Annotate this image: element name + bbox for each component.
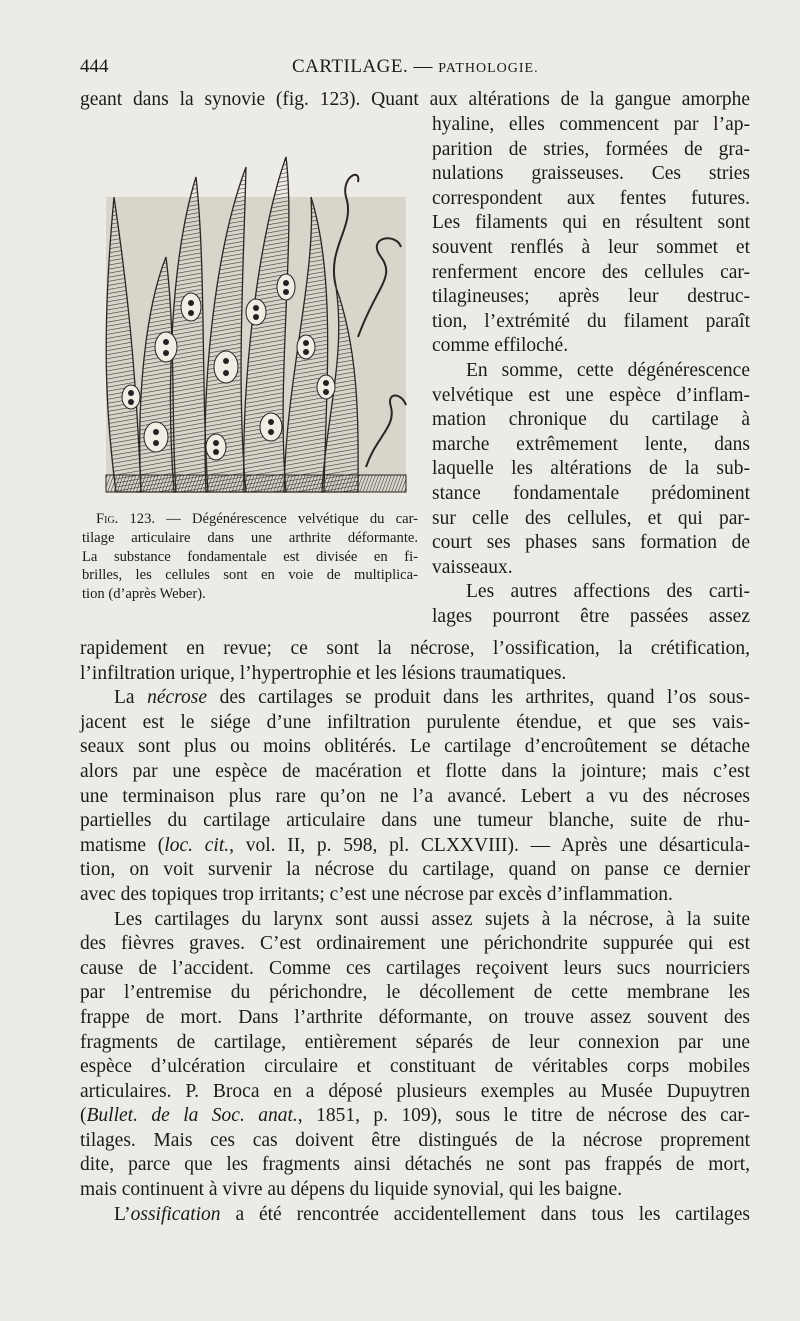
caption-line: La substance fondamentale est divisée en fi- (82, 548, 418, 565)
full-width-text (80, 637, 750, 1227)
text-line: jacent est le siége d’une infiltration purulente étendue, et que ses vais- (80, 711, 750, 733)
running-title-sub: PATHOLOGIE. (438, 61, 539, 76)
text-line: renferment encore des cellules car- (432, 261, 750, 283)
text-line: parition de stries, formées de gra- (432, 138, 750, 160)
text-line: articulaires. P. Broca en a déposé plusieurs exemples au Musée Dupuytren (80, 1080, 750, 1102)
text-run: matisme ( (80, 834, 165, 856)
text-line: laquelle les altérations de la sub- (432, 458, 750, 480)
text-line: tilagineuses; après leur destruc- (432, 286, 750, 308)
text-line: partielles du cartilage articulaire dans une tumeur blanche, suite de rhu- (80, 810, 750, 832)
text-line: velvétique est une espèce d’inflam- (432, 384, 750, 406)
running-title-dash: — (413, 56, 434, 77)
text-run: La (114, 687, 135, 709)
running-header (80, 56, 750, 86)
text-line: Les filaments qui en résultent sont (432, 212, 750, 234)
text-line: alors par une espèce de macération et flotte dans la jointure; mais c’est (80, 760, 750, 782)
text-line: geant dans la synovie (fig. 123). Quant aux altérations de la gangue amorphe (80, 89, 750, 110)
cell-cluster (246, 299, 266, 325)
cell-cluster (144, 422, 168, 452)
text-line: stance fondamentale prédominent (432, 482, 750, 504)
right-column-text (432, 113, 750, 629)
text-line: espèce d’ulcération circulaire et constituant de véritables corps mobiles (80, 1056, 750, 1078)
text-line: lages pourront être passées assez (432, 605, 750, 627)
text-line: sur celle des cellules, et qui par- (432, 507, 750, 529)
caption-line-text: — Dégénérescence velvétique du car- (166, 511, 418, 527)
text-line: tion, l’extrémité du filament paraît (432, 310, 750, 332)
text-line: l’infiltration urique, l’hypertrophie et les lésions traumatiques. (80, 662, 567, 684)
text-run: ( (80, 1105, 87, 1127)
text-line: correspondent aux fentes futures. (432, 187, 750, 209)
text-line: avec des topiques trop irritants; c’est une nécrose par excès d’inflammation. (80, 883, 673, 905)
text-line: nulations graisseuses. Ces stries (432, 163, 750, 185)
text-run: des cartilages se produit dans les arthrites, quand l’os sous- (219, 687, 750, 709)
text-line: Les autres affections des carti- (466, 581, 750, 603)
text-line (80, 1104, 750, 1129)
caption-line: tion (d’après Weber). (82, 586, 206, 603)
text-line: dite, parce que les fragments ainsi détachés ne sont pas frappés de mort, (80, 1154, 750, 1176)
text-line (80, 1203, 750, 1228)
term-necrose: nécrose (147, 687, 208, 709)
first-line-block (80, 88, 750, 113)
cell-cluster (317, 375, 335, 399)
cell-cluster (297, 335, 315, 359)
text-line: mation chronique du cartilage à (432, 409, 750, 431)
text-run: L’ (114, 1203, 131, 1225)
text-line (80, 834, 750, 859)
citation-bullet: Bullet. de la Soc. anat. (86, 1105, 298, 1127)
text-line: souvent renflés à leur sommet et (432, 236, 750, 258)
text-line: hyaline, elles commencent par l’ap- (432, 114, 750, 135)
figure-caption (82, 510, 418, 604)
text-line: mais continuent à vivre au dépens du liquide synovial, qui les baigne. (80, 1179, 623, 1201)
text-line: tilages. Mais ces cas doivent être distingués de la nécrose proprement (80, 1129, 750, 1151)
caption-line: tilage articulaire dans une arthrite déformante. (82, 529, 418, 546)
cell-cluster (122, 385, 140, 409)
text-line: cause de l’accident. Comme ces cartilages reçoivent leurs sucs nourriciers (80, 957, 750, 979)
text-line: fragments de cartilage, entièrement séparés de leur connexion par une (80, 1031, 750, 1053)
figure-123-illustration (96, 137, 414, 499)
text-line: vaisseaux. (432, 556, 513, 578)
text-run: a été rencontrée accidentellement dans tous les cartilages (235, 1203, 750, 1225)
cell-cluster (155, 332, 177, 362)
text-line: court ses phases sans formation de (432, 532, 750, 554)
caption-label: Fig. 123. (96, 511, 156, 527)
cell-cluster (277, 274, 295, 300)
cell-cluster (181, 293, 201, 321)
citation-loc-cit: loc. cit. (164, 834, 230, 856)
text-line: En somme, cette dégénérescence (466, 359, 750, 381)
text-line: des fièvres graves. C’est ordinairement une périchondrite suppurée qui est (80, 933, 750, 955)
running-title (292, 56, 539, 78)
text-line: frappe de mort. Dans l’arthrite déformante, on trouve assez souvent des (80, 1006, 750, 1028)
text-line: rapidement en revue; ce sont la nécrose, l’ossification, la crétification, (80, 638, 750, 659)
text-line: une terminaison plus rare qu’on ne l’a avancé. Lebert a vu des nécroses (80, 785, 750, 807)
text-run: , vol. II, p. 598, pl. CLXXVIII). — Après une désarticula- (229, 834, 750, 856)
running-title-main: CARTILAGE. (292, 56, 409, 77)
cell-cluster (214, 351, 238, 383)
text-line: tion, on voit survenir la nécrose du cartilage, quand on panse ce dernier (80, 859, 750, 881)
term-ossification: ossification (130, 1203, 221, 1225)
text-line: Les cartilages du larynx sont aussi assez sujets à la nécrose, à la suite (114, 908, 750, 930)
cell-cluster (206, 434, 226, 460)
caption-line: brilles, les cellules sont en voie de multiplica- (82, 567, 418, 584)
text-line (80, 686, 750, 711)
text-line: par l’entremise du périchondre, le décollement de cette membrane les (80, 982, 750, 1004)
page-number: 444 (80, 56, 109, 77)
text-line: comme effiloché. (432, 335, 569, 357)
text-line: seaux sont plus ou moins oblitérés. Le cartilage d’encroûtement se détache (80, 736, 750, 758)
caption-line (82, 510, 418, 529)
text-line: marche extrêmement lente, dans (432, 433, 750, 455)
cartilage-base (106, 475, 406, 492)
cell-cluster (260, 413, 282, 441)
text-run: , 1851, p. 109), sous le titre de nécrose des car- (297, 1105, 750, 1127)
